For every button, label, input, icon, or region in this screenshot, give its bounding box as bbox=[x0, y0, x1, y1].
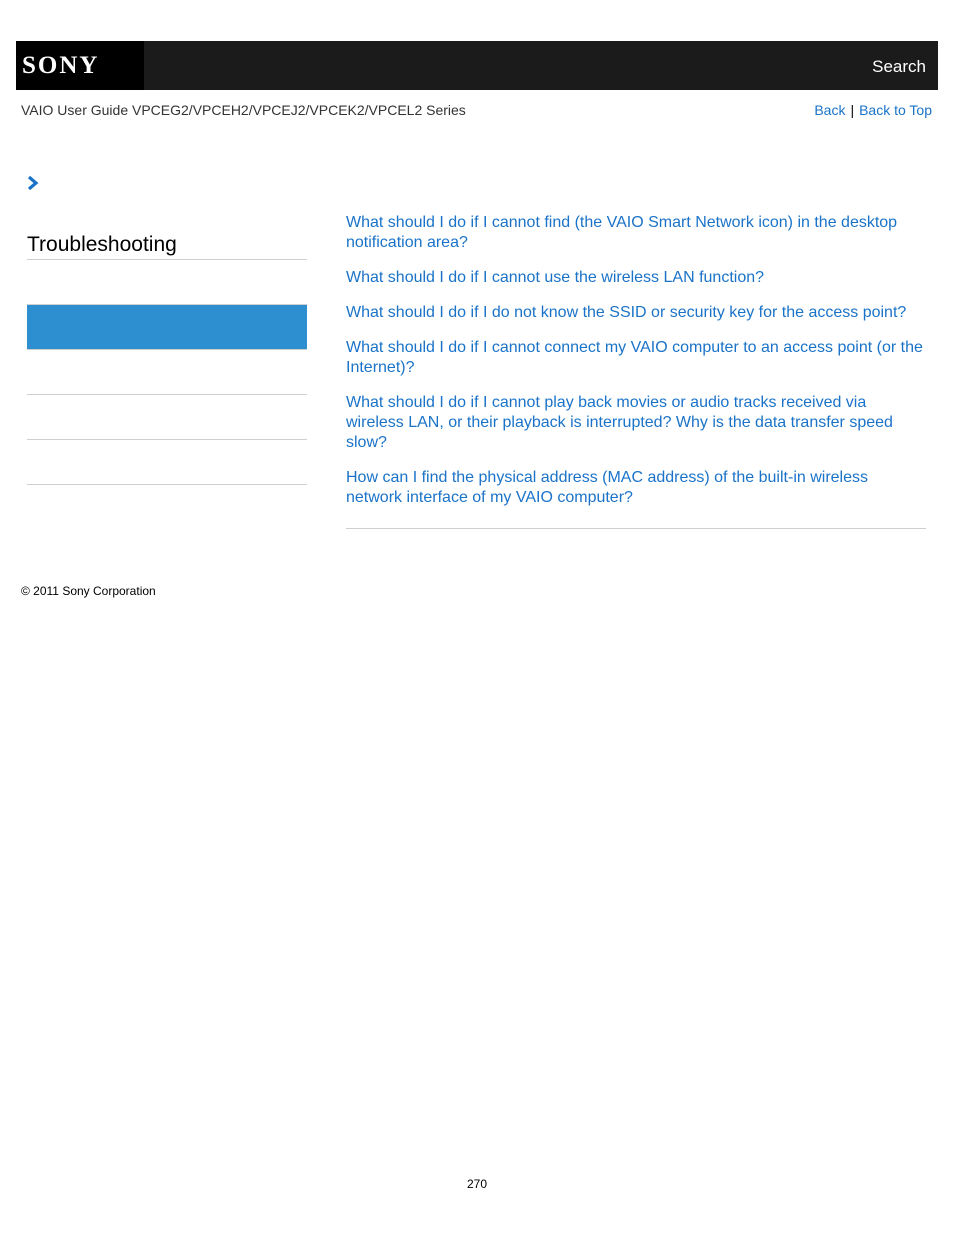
question-link-playback-interrupted[interactable]: What should I do if I cannot play back movies or audio tracks received via wireless LAN, or their playback is interrupted? Why is the data transfer speed slow? bbox=[346, 394, 893, 451]
back-link[interactable]: Back bbox=[814, 102, 846, 118]
sidebar-item-5[interactable] bbox=[27, 440, 307, 485]
question-link-smart-network-icon[interactable]: What should I do if I cannot find (the VAIO Smart Network icon) in the desktop notification area? bbox=[346, 214, 898, 251]
question-link-connect-access-point[interactable]: What should I do if I cannot connect my VAIO computer to an access point (or the Internet)? bbox=[346, 339, 923, 376]
sidebar-heading: Troubleshooting bbox=[27, 228, 307, 260]
sidebar-item-3[interactable] bbox=[27, 350, 307, 395]
question-link-ssid-security-key[interactable]: What should I do if I do not know the SSID or security key for the access point? bbox=[346, 304, 907, 321]
copyright: © 2011 Sony Corporation bbox=[21, 584, 156, 598]
back-to-top-link[interactable]: Back to Top bbox=[859, 102, 932, 118]
sony-logo-text: SONY bbox=[22, 52, 100, 79]
guide-title: VAIO User Guide VPCEG2/VPCEH2/VPCEJ2/VPCEK2/VPCEL2 Series bbox=[21, 102, 466, 118]
sidebar-item-2-active[interactable] bbox=[27, 305, 307, 350]
sidebar bbox=[27, 228, 307, 485]
question-link-wireless-lan-function[interactable]: What should I do if I cannot use the wireless LAN function? bbox=[346, 269, 765, 286]
question-link-mac-address[interactable]: How can I find the physical address (MAC address) of the built-in wireless network interface of my VAIO computer? bbox=[346, 469, 868, 506]
nav-links bbox=[814, 102, 932, 118]
sidebar-item-1[interactable] bbox=[27, 260, 307, 305]
nav-separator: | bbox=[850, 102, 855, 118]
chevron-right-icon[interactable] bbox=[26, 176, 40, 190]
search-link[interactable]: Search bbox=[872, 57, 926, 76]
content-divider bbox=[346, 528, 926, 529]
sidebar-item-4[interactable] bbox=[27, 395, 307, 440]
top-bar bbox=[16, 41, 938, 90]
page-number: 270 bbox=[466, 1177, 488, 1191]
sony-logo[interactable] bbox=[16, 41, 144, 90]
question-list bbox=[346, 213, 926, 529]
